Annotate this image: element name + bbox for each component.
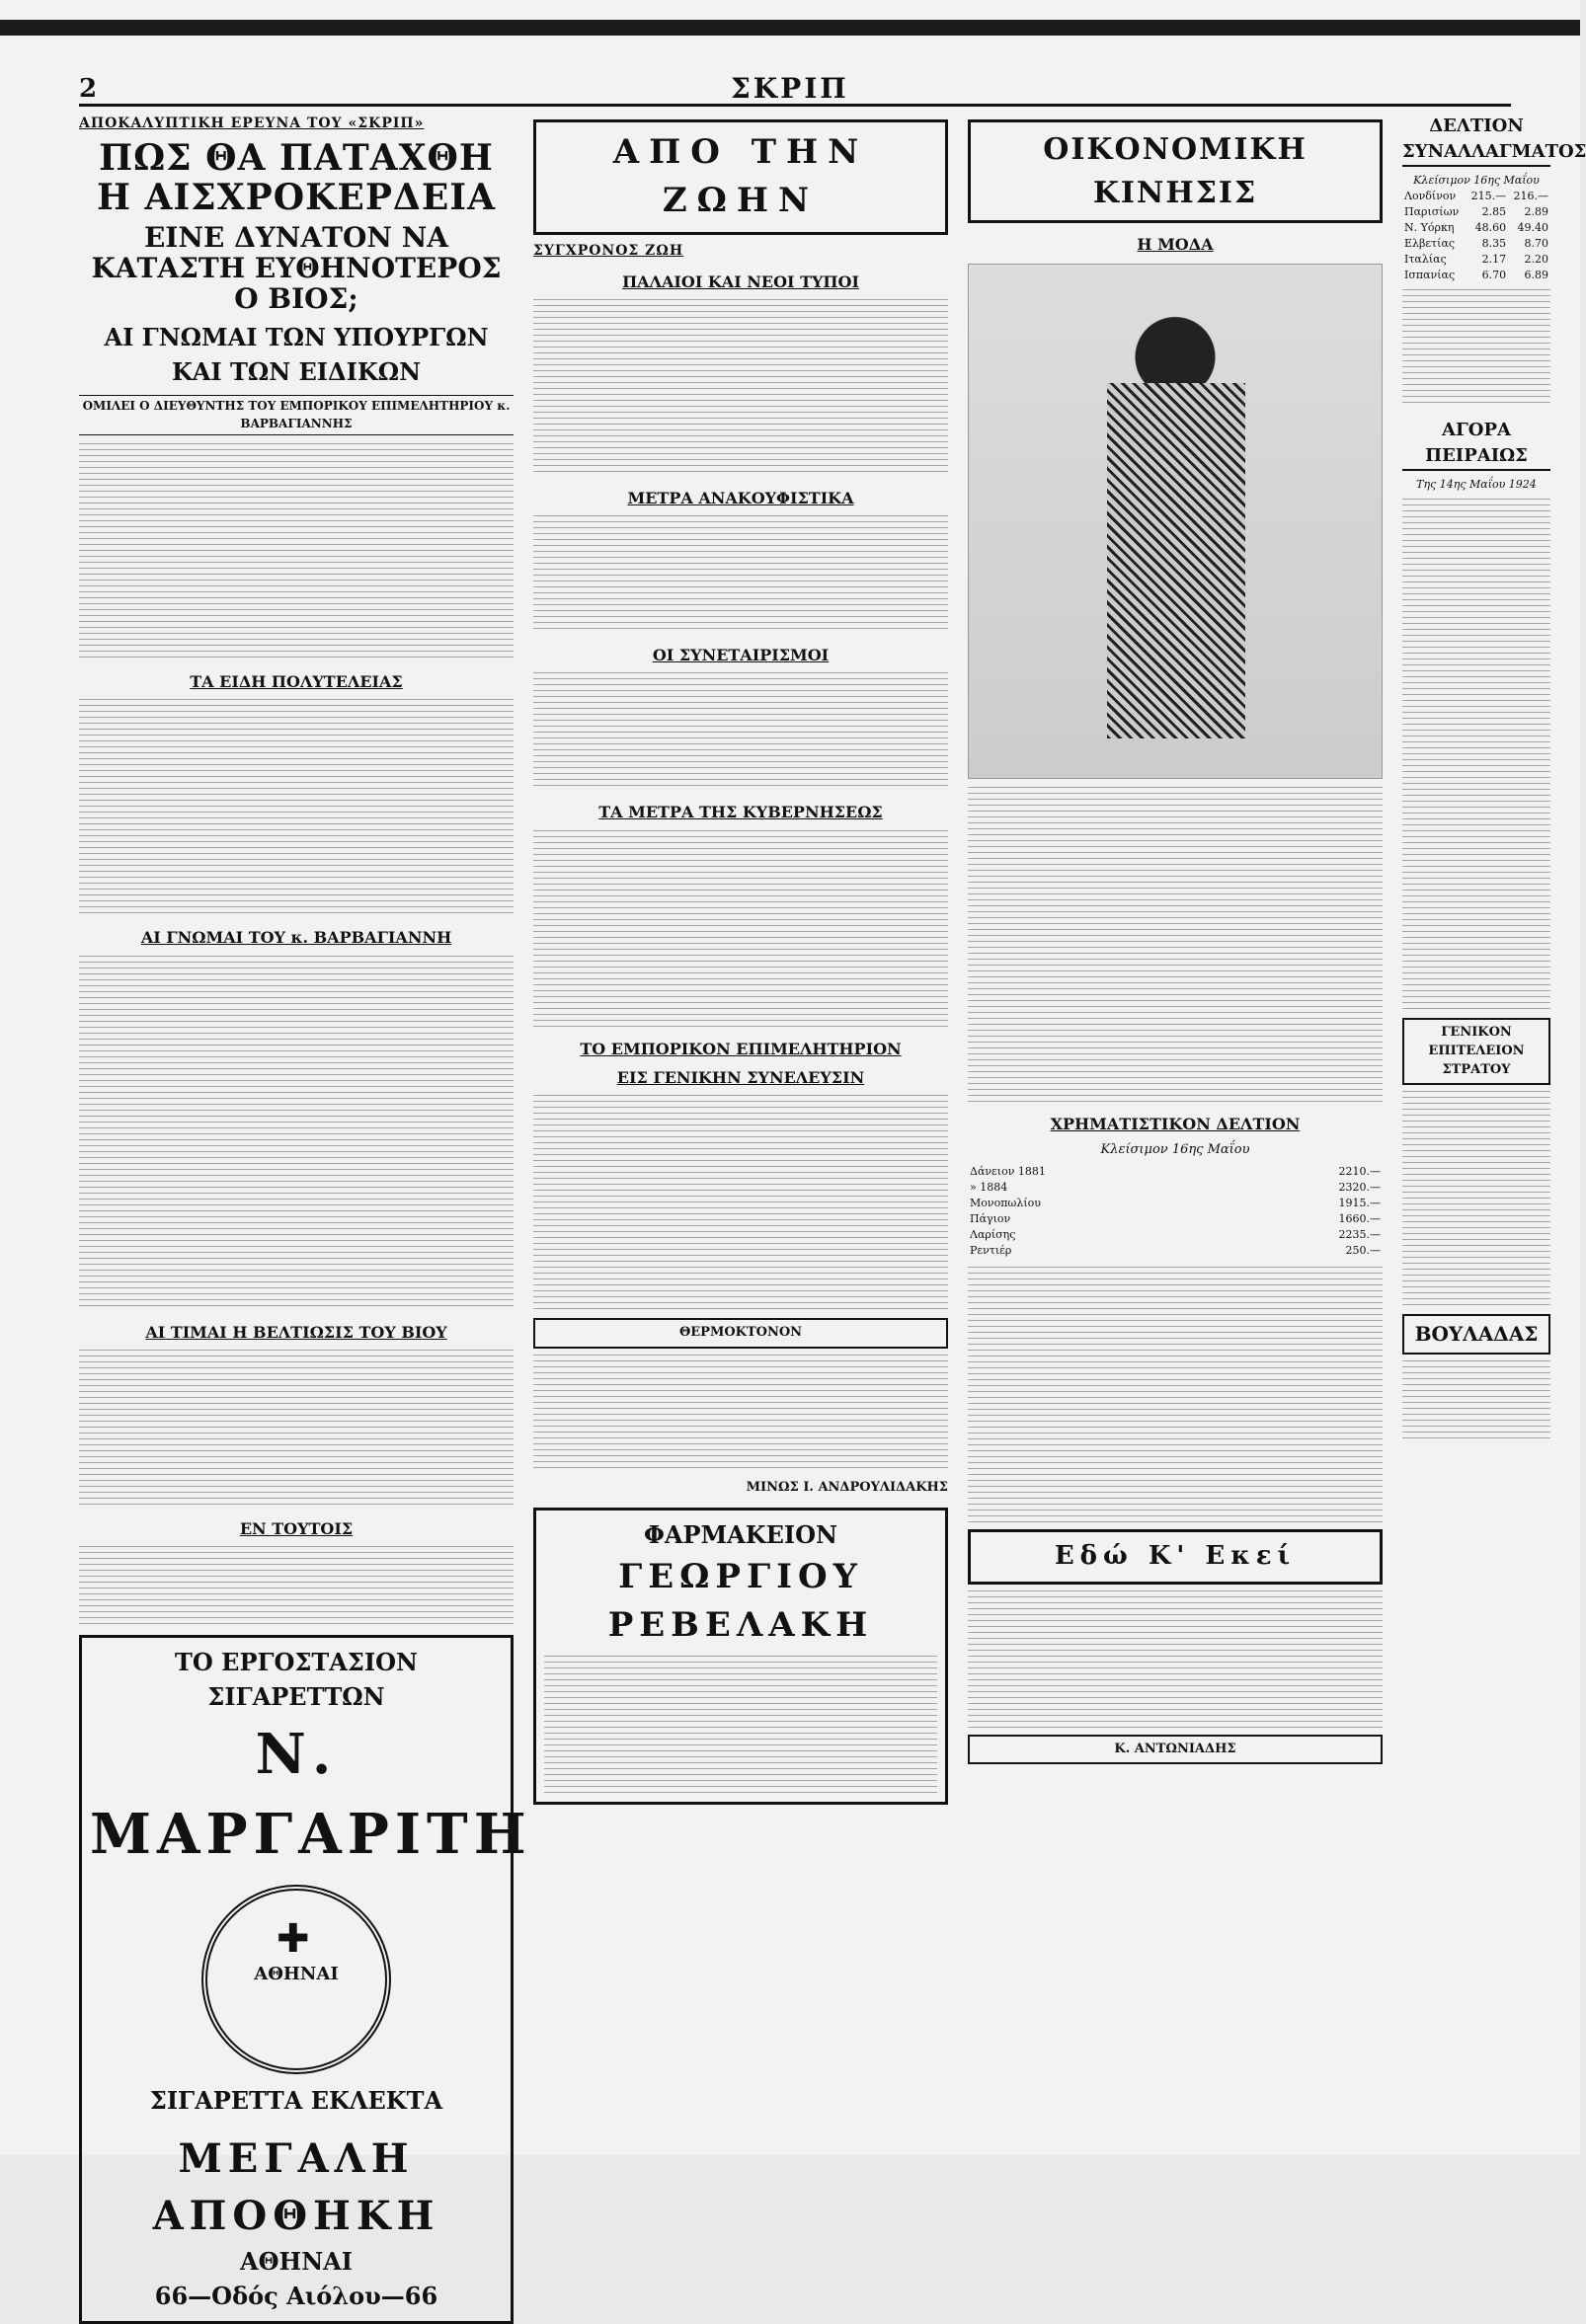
table-row xyxy=(1402,252,1550,268)
section-heading-4: ΕΝ ΤΟΥΤΟΙΣ xyxy=(239,1518,354,1538)
article-kicker: ΑΠΟΚΑΛΥΠΤΙΚΗ ΕΡΕΥΝΑ ΤΟΥ «ΣΚΡΙΠ» xyxy=(79,116,425,131)
table-cell: 250.— xyxy=(1345,1243,1381,1257)
table-row xyxy=(968,1180,1383,1196)
pharmacy-label: ΦΑΡΜΑΚΕΙΟΝ xyxy=(644,1519,837,1549)
army-notice-text xyxy=(1402,1091,1550,1308)
bottom-text xyxy=(1402,1360,1550,1439)
article-4-text xyxy=(533,830,948,1028)
fx-date: Κλείσιμον 16ης Μαΐου xyxy=(1413,174,1540,188)
top-edge-bar xyxy=(0,20,1580,36)
table-row xyxy=(968,1164,1383,1180)
thermoktonon-box: ΘΕΡΜΟΚΤΟΝΟΝ xyxy=(533,1318,948,1349)
fx-title: ΔΕΛΤΙΟΝ ΣΥΝΑΛΛΑΓΜΑΤΟΣ xyxy=(1402,114,1550,167)
table-row xyxy=(968,1196,1383,1211)
table-cell: 2.20 xyxy=(1524,252,1548,266)
masthead: ΣΚΡΙΠ xyxy=(731,72,849,105)
article-5-title: ΤΟ ΕΜΠΟΡΙΚΟΝ ΕΠΙΜΕΛΗΤΗΡΙΟΝ xyxy=(580,1039,902,1058)
article-body-text xyxy=(79,443,514,660)
table-cell: Λαρίσης xyxy=(970,1227,1016,1241)
subtitle: ΣΥΓΧΡΟΝΟΣ ΖΩΗ xyxy=(533,242,684,259)
market-date: Της 14ης Μαΐου 1924 xyxy=(1416,477,1537,491)
article-body-text-3 xyxy=(79,956,514,1311)
table-cell: 2.89 xyxy=(1524,205,1548,219)
article-body-text-2 xyxy=(79,699,514,916)
column-4 xyxy=(1402,114,1586,2108)
pharmacy-name: ΓΕΩΡΓΙΟΥ ΡΕΒΕΛΑΚΗ xyxy=(607,1556,874,1645)
signature: ΜΙΝΩΣ Ι. ΑΝΔΡΟΥΛΙΔΑΚΗΣ xyxy=(746,1479,948,1495)
article-3-title: ΟΙ ΣΥΝΕΤΑΙΡΙΣΜΟΙ xyxy=(652,646,830,665)
economy-text xyxy=(968,1267,1383,1523)
pharmacy-ad xyxy=(533,1508,948,1805)
fashion-illustration xyxy=(968,264,1383,779)
article-4-title: ΤΑ ΜΕΤΡΑ ΤΗΣ ΚΥΒΕΡΝΗΣΕΩΣ xyxy=(598,803,883,822)
ad2-city: ΑΘΗΝΑΙ xyxy=(240,2246,353,2276)
ad-name: Ν. ΜΑΡΓΑΡΙΤΗ xyxy=(90,1721,532,1867)
column-3 xyxy=(968,114,1383,2108)
pharmacy-items xyxy=(544,1656,937,1794)
table-row xyxy=(1402,204,1550,220)
table-cell: Ισπανίας xyxy=(1404,268,1456,281)
thermoktonon-text xyxy=(533,1355,948,1473)
table-cell: 1915.— xyxy=(1338,1197,1381,1210)
table-cell: Παρισίων xyxy=(1404,205,1460,219)
signature-box: Κ. ΑΝΤΩΝΙΑΔΗΣ xyxy=(968,1735,1383,1765)
table-cell: Ελβετίας xyxy=(1404,236,1456,250)
misc-box: Εδώ Κ' Εκεί xyxy=(968,1529,1383,1585)
ad-seal xyxy=(201,1885,391,2074)
article-5-text xyxy=(533,1095,948,1312)
fx-more xyxy=(1402,289,1550,408)
table-cell: Ρεντιέρ xyxy=(970,1243,1012,1257)
article-5-subtitle: ΕΙΣ ΓΕΝΙΚΗΝ ΣΥΝΕΛΕΥΣΙΝ xyxy=(616,1067,865,1087)
table-cell: Δάνειον 1881 xyxy=(970,1165,1046,1179)
article-1-text xyxy=(533,299,948,477)
fx-table xyxy=(1402,189,1550,283)
bulletin-table xyxy=(968,1164,1383,1259)
table-cell: 49.40 xyxy=(1517,221,1548,234)
army-notice-title: ΓΕΝΙΚΟΝ ΕΠΙΤΕΛΕΙΟΝ ΣΤΡΑΤΟΥ xyxy=(1402,1018,1550,1086)
section-heading-2: ΑΙ ΓΝΩΜΑΙ ΤΟΥ κ. ΒΑΡΒΑΓΙΑΝΝΗ xyxy=(140,928,452,948)
article-body-text-4 xyxy=(79,1350,514,1508)
table-row xyxy=(968,1243,1383,1259)
table-cell: Μονοπωλίου xyxy=(970,1197,1041,1210)
table-cell: 8.70 xyxy=(1524,236,1548,250)
fashion-text xyxy=(968,787,1383,1103)
table-cell: 216.— xyxy=(1513,190,1548,203)
ad2-title: ΜΕΓΑΛΗ ΑΠΟΘΗΚΗ xyxy=(152,2134,440,2239)
table-row xyxy=(1402,268,1550,283)
dress-icon xyxy=(1107,383,1245,738)
table-cell: 48.60 xyxy=(1474,221,1507,234)
article-body-text-5 xyxy=(79,1546,514,1625)
table-cell: 6.70 xyxy=(1481,268,1507,281)
table-cell: Ιταλίας xyxy=(1404,252,1447,266)
table-row xyxy=(1402,236,1550,252)
column-2 xyxy=(533,114,948,2108)
table-cell: Λονδίνον xyxy=(1404,190,1457,203)
table-cell: 2210.— xyxy=(1338,1165,1381,1179)
market-text xyxy=(1402,499,1550,1012)
bulletin-date: Κλείσιμον 16ης Μαΐου xyxy=(1100,1142,1250,1158)
byline-subhead: ΟΜΙΛΕΙ Ο ΔΙΕΥΘΥΝΤΗΣ ΤΟΥ ΕΜΠΟΡΙΚΟΥ ΕΠΙΜΕΛΗΤΗΡΙΟΥ κ. ΒΑΡΒΑΓΙΑΝΝΗΣ xyxy=(79,395,514,435)
economy-title: ΟΙΚΟΝΟΜΙΚΗ ΚΙΝΗΣΙΣ xyxy=(968,119,1383,223)
column-1 xyxy=(79,114,532,2310)
table-cell: 1660.— xyxy=(1338,1212,1381,1226)
table-cell: 6.89 xyxy=(1524,268,1548,281)
fashion-title: Η ΜΟΔΑ xyxy=(1137,235,1214,254)
table-cell: 215.— xyxy=(1470,190,1507,203)
misc-text xyxy=(968,1590,1383,1729)
section-heading-1: ΤΑ ΕΙΔΗ ΠΟΛΥΤΕΛΕΙΑΣ xyxy=(190,672,403,692)
main-deck: ΑΙ ΓΝΩΜΑΙ ΤΩΝ ΥΠΟΥΡΓΩΝ ΚΑΙ ΤΩΝ ΕΙΔΙΚΩΝ xyxy=(104,322,489,386)
table-cell: » 1884 xyxy=(970,1181,1008,1195)
ad2-address: 66—Οδός Αιόλου—66 xyxy=(154,2281,438,2310)
page-header xyxy=(79,74,1511,107)
cigarette-ad xyxy=(79,1635,532,2324)
bottom-name: ΒΟΥΛΑΔΑΣ xyxy=(1402,1314,1550,1355)
section-heading-3: ΑΙ ΤΙΜΑΙ Η ΒΕΛΤΙΩΣΙΣ ΤΟΥ ΒΙΟΥ xyxy=(145,1322,447,1342)
bulletin-title: ΧΡΗΜΑΤΙΣΤΙΚΟΝ ΔΕΛΤΙΟΝ xyxy=(1050,1115,1301,1134)
table-cell: 2235.— xyxy=(1338,1227,1381,1241)
cross-icon: ✚ xyxy=(277,1915,310,1962)
table-row xyxy=(1402,189,1550,204)
table-cell: 2.85 xyxy=(1481,205,1507,219)
table-cell: Ν. Υόρκη xyxy=(1404,221,1455,234)
article-1-title: ΠΑΛΑΙΟΙ ΚΑΙ ΝΕΟΙ ΤΥΠΟΙ xyxy=(622,271,859,291)
article-2-text xyxy=(533,515,948,634)
article-2-title: ΜΕΤΡΑ ΑΝΑΚΟΥΦΙΣΤΙΚΑ xyxy=(627,489,854,508)
market-title: ΑΓΟΡΑ ΠΕΙΡΑΙΩΣ xyxy=(1402,418,1550,471)
main-headline: ΠΩΣ ΘΑ ΠΑΤΑΧΘΗ Η ΑΙΣΧΡΟΚΕΡΔΕΙΑ xyxy=(96,137,497,218)
article-3-text xyxy=(533,672,948,791)
page-number: 2 xyxy=(79,74,98,104)
ad-seal-city: ΑΘΗΝΑΙ xyxy=(254,1963,339,1984)
main-subheadline: ΕΙΝΕ ΔΥΝΑΤΟΝ ΝΑ ΚΑΤΑΣΤΗ ΕΥΘΗΝΟΤΕΡΟΣ Ο ΒΙΟΣ; xyxy=(91,221,502,316)
table-cell: Πάγιον xyxy=(970,1212,1011,1226)
table-row xyxy=(968,1227,1383,1243)
section-box-title: ΑΠΟ ΤΗΝ ΖΩΗΝ xyxy=(533,119,948,235)
ad-title: ΤΟ ΕΡΓΟΣΤΑΣΙΟΝ ΣΙΓΑΡΕΤΤΩΝ xyxy=(175,1648,418,1711)
table-row xyxy=(968,1211,1383,1227)
table-cell: 2.17 xyxy=(1481,252,1507,266)
table-cell: 8.35 xyxy=(1481,236,1507,250)
table-cell: 2320.— xyxy=(1338,1181,1381,1195)
table-row xyxy=(1402,220,1550,236)
ad-subtitle: ΣΙΓΑΡΕΤΤΑ ΕΚΛΕΚΤΑ xyxy=(149,2085,443,2115)
